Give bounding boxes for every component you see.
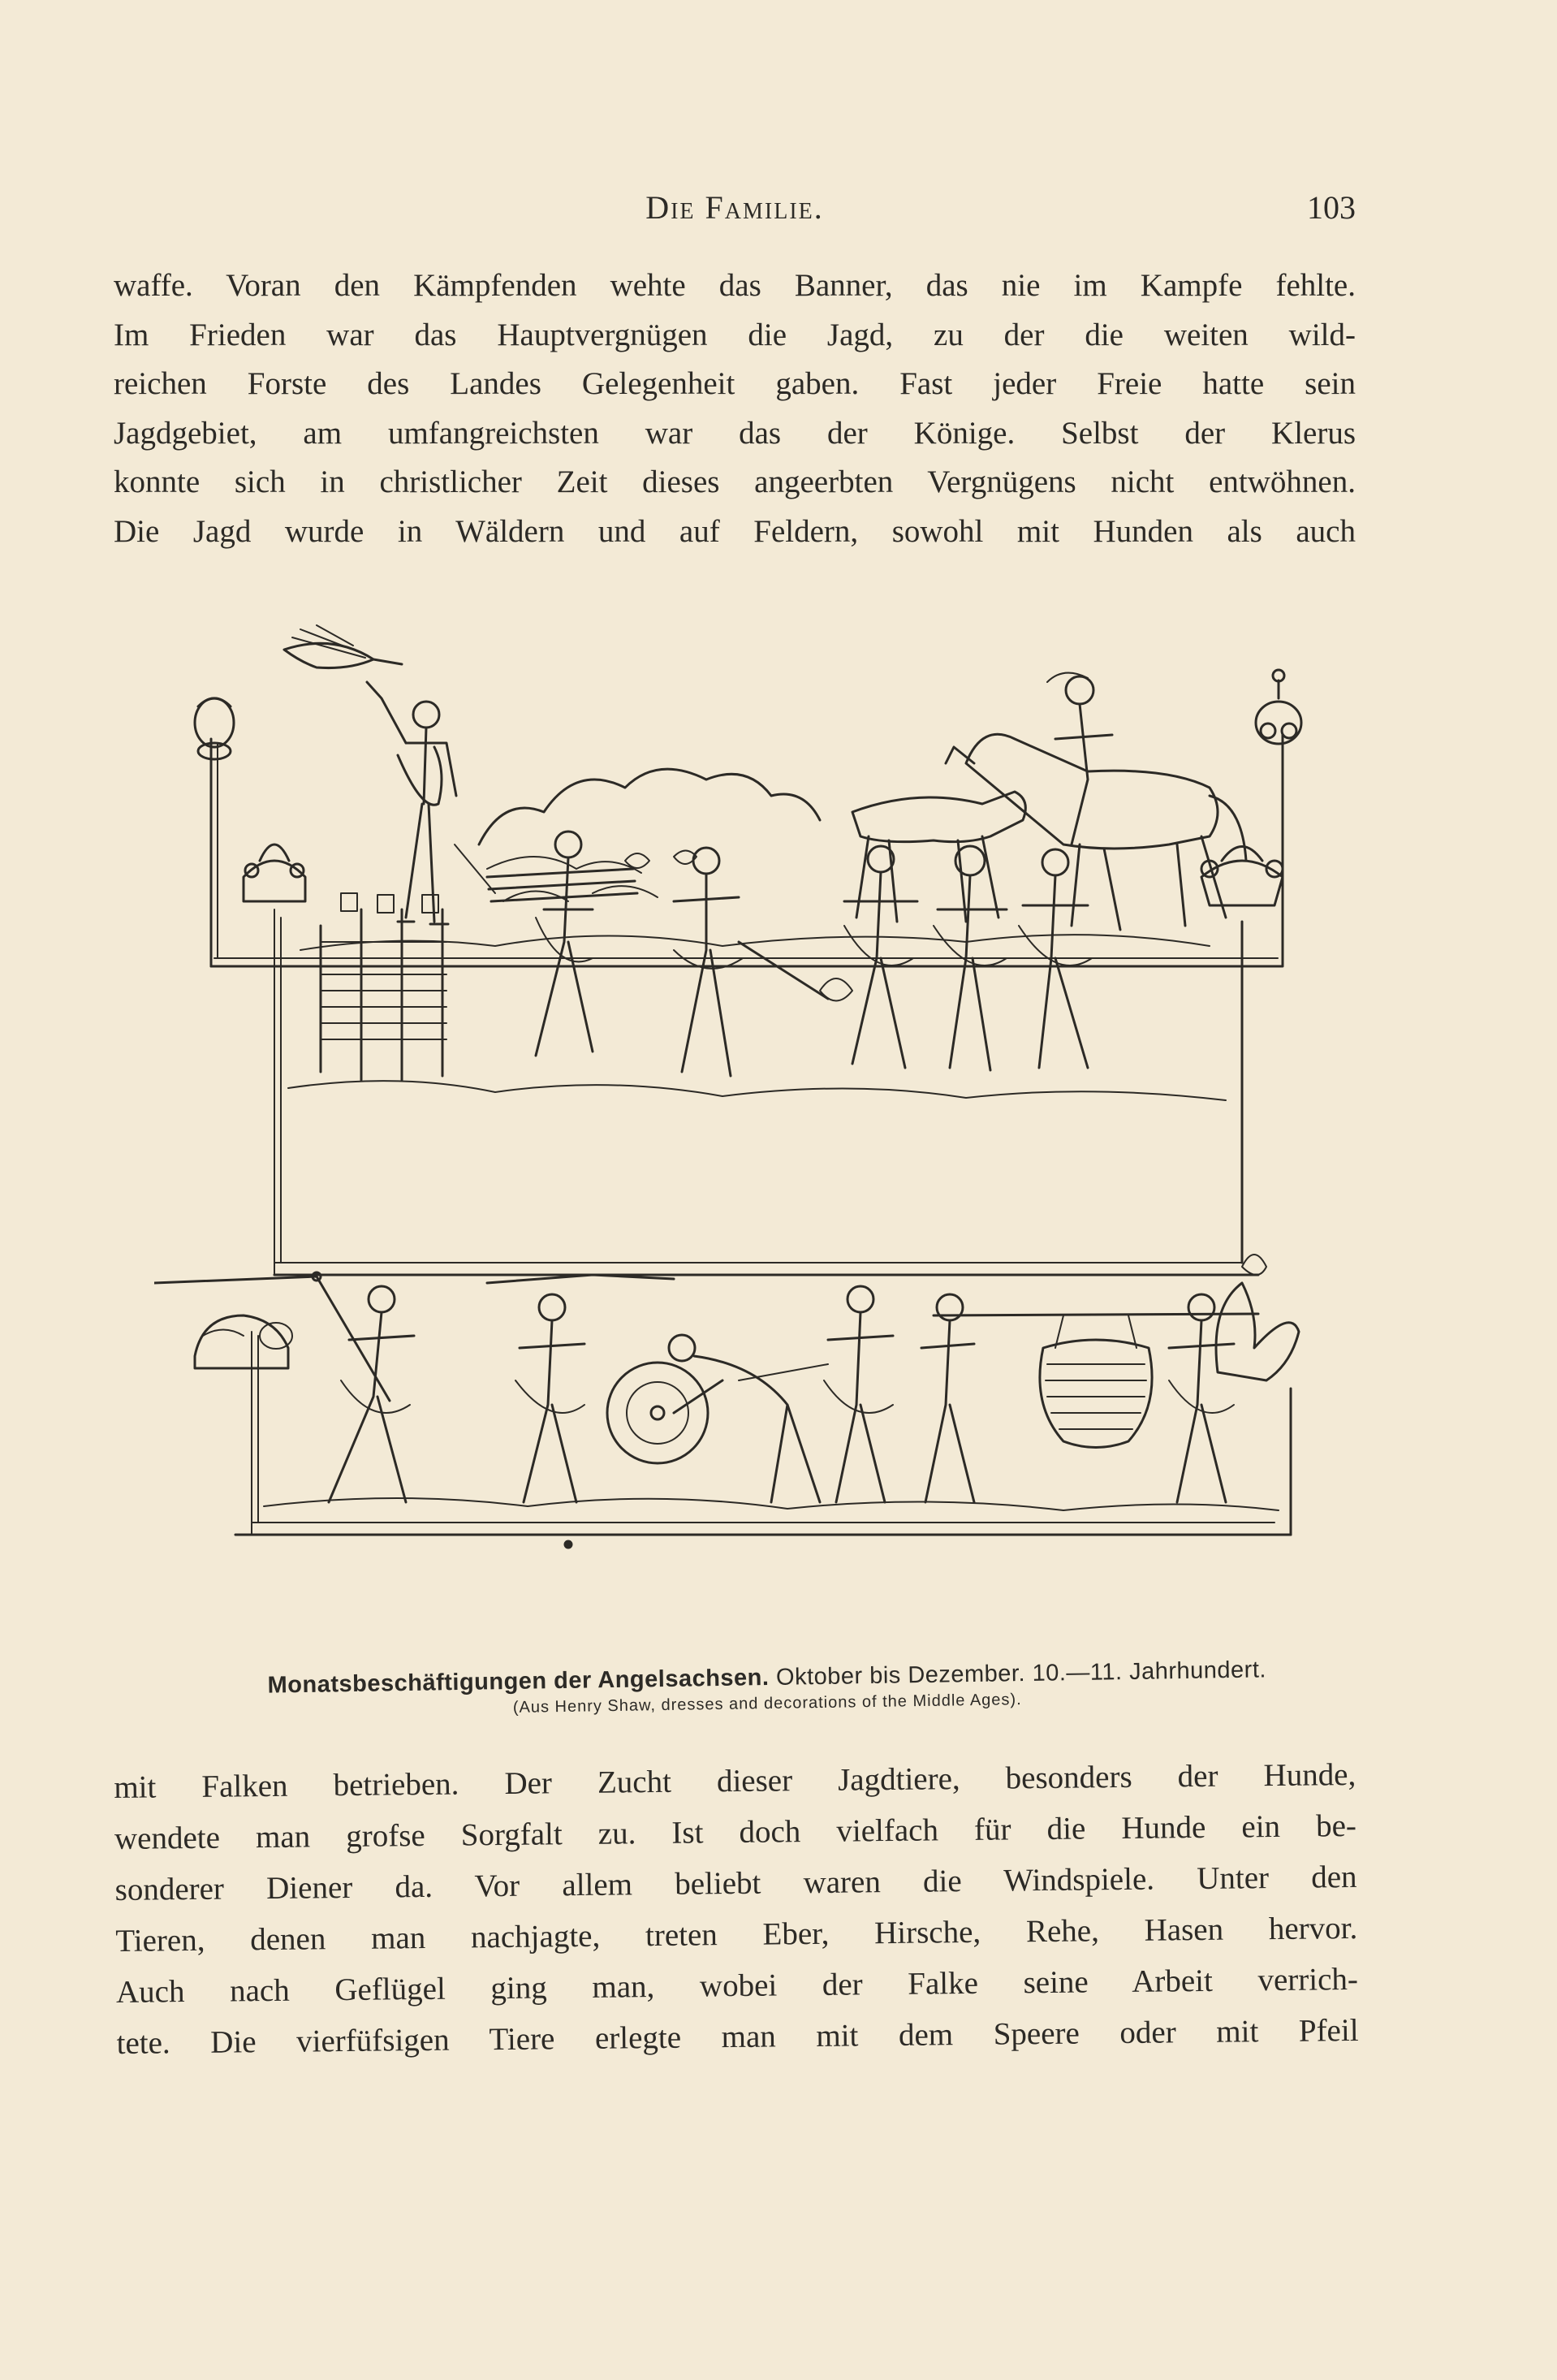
text-line: konnte sich in christlicher Zeit dieses angeerbten Vergnügens nicht entwöhnen.: [114, 464, 1356, 499]
text-line: mit Falken betrieben. Der Zucht dieser Jagdtiere, besonders der Hunde,: [114, 1756, 1356, 1805]
text-line: Jagdgebiet, am umfangreichsten war das der Könige. Selbst der Klerus: [114, 415, 1356, 451]
text-line: sonderer Diener da. Vor allem beliebt waren die Windspiele. Unter den: [114, 1859, 1357, 1907]
figure-caption: [175, 1656, 1361, 1723]
text-line: Auch nach Geflügel ging man, wobei der Falke seine Arbeit verrich-: [115, 1961, 1359, 2010]
text-line: reichen Forste des Landes Gelegenheit gaben. Fast jeder Freie hatte sein: [114, 366, 1356, 401]
body-text-top: [114, 261, 1356, 556]
illustration-figure: [154, 601, 1307, 1648]
caption-detail: Oktober bis Dezember. 10.—11. Jahrhundert.: [775, 1656, 1267, 1691]
illustration-drawing: [154, 601, 1307, 1648]
text-line: Im Frieden war das Hauptvergnügen die Jagd, zu der die weiten wild-: [114, 317, 1356, 352]
text-line: waffe. Voran den Kämpfenden wehte das Banner, das nie im Kampfe fehlte.: [114, 268, 1356, 303]
caption-title: Monatsbeschäftigungen der Angelsachsen.: [267, 1664, 770, 1699]
panel-threshing-cooking: [154, 1255, 1299, 1548]
caption-source: (Aus Henry Shaw, dresses and decorations of the Middle Ages).: [512, 1691, 1022, 1717]
text-line: wendete man grofse Sorgfalt zu. Ist doch vielfach für die Hunde ein be-: [114, 1808, 1357, 1856]
body-text-bottom: [114, 1749, 1359, 2069]
text-line: Die Jagd wurde in Wäldern und auf Feldern, sowohl mit Hunden als auch: [114, 513, 1356, 549]
panel-wood-gathering: [244, 831, 1283, 1275]
running-title: Die Familie.: [645, 189, 824, 226]
text-line: tete. Die vierfüfsigen Tiere erlegte man mit dem Speere oder mit Pfeil: [116, 2012, 1359, 2061]
running-head: [114, 188, 1356, 237]
text-line: Tieren, denen man nachjagte, treten Eber, Hirsche, Rehe, Hasen hervor.: [115, 1910, 1358, 1959]
page-number: 103: [1307, 189, 1356, 226]
